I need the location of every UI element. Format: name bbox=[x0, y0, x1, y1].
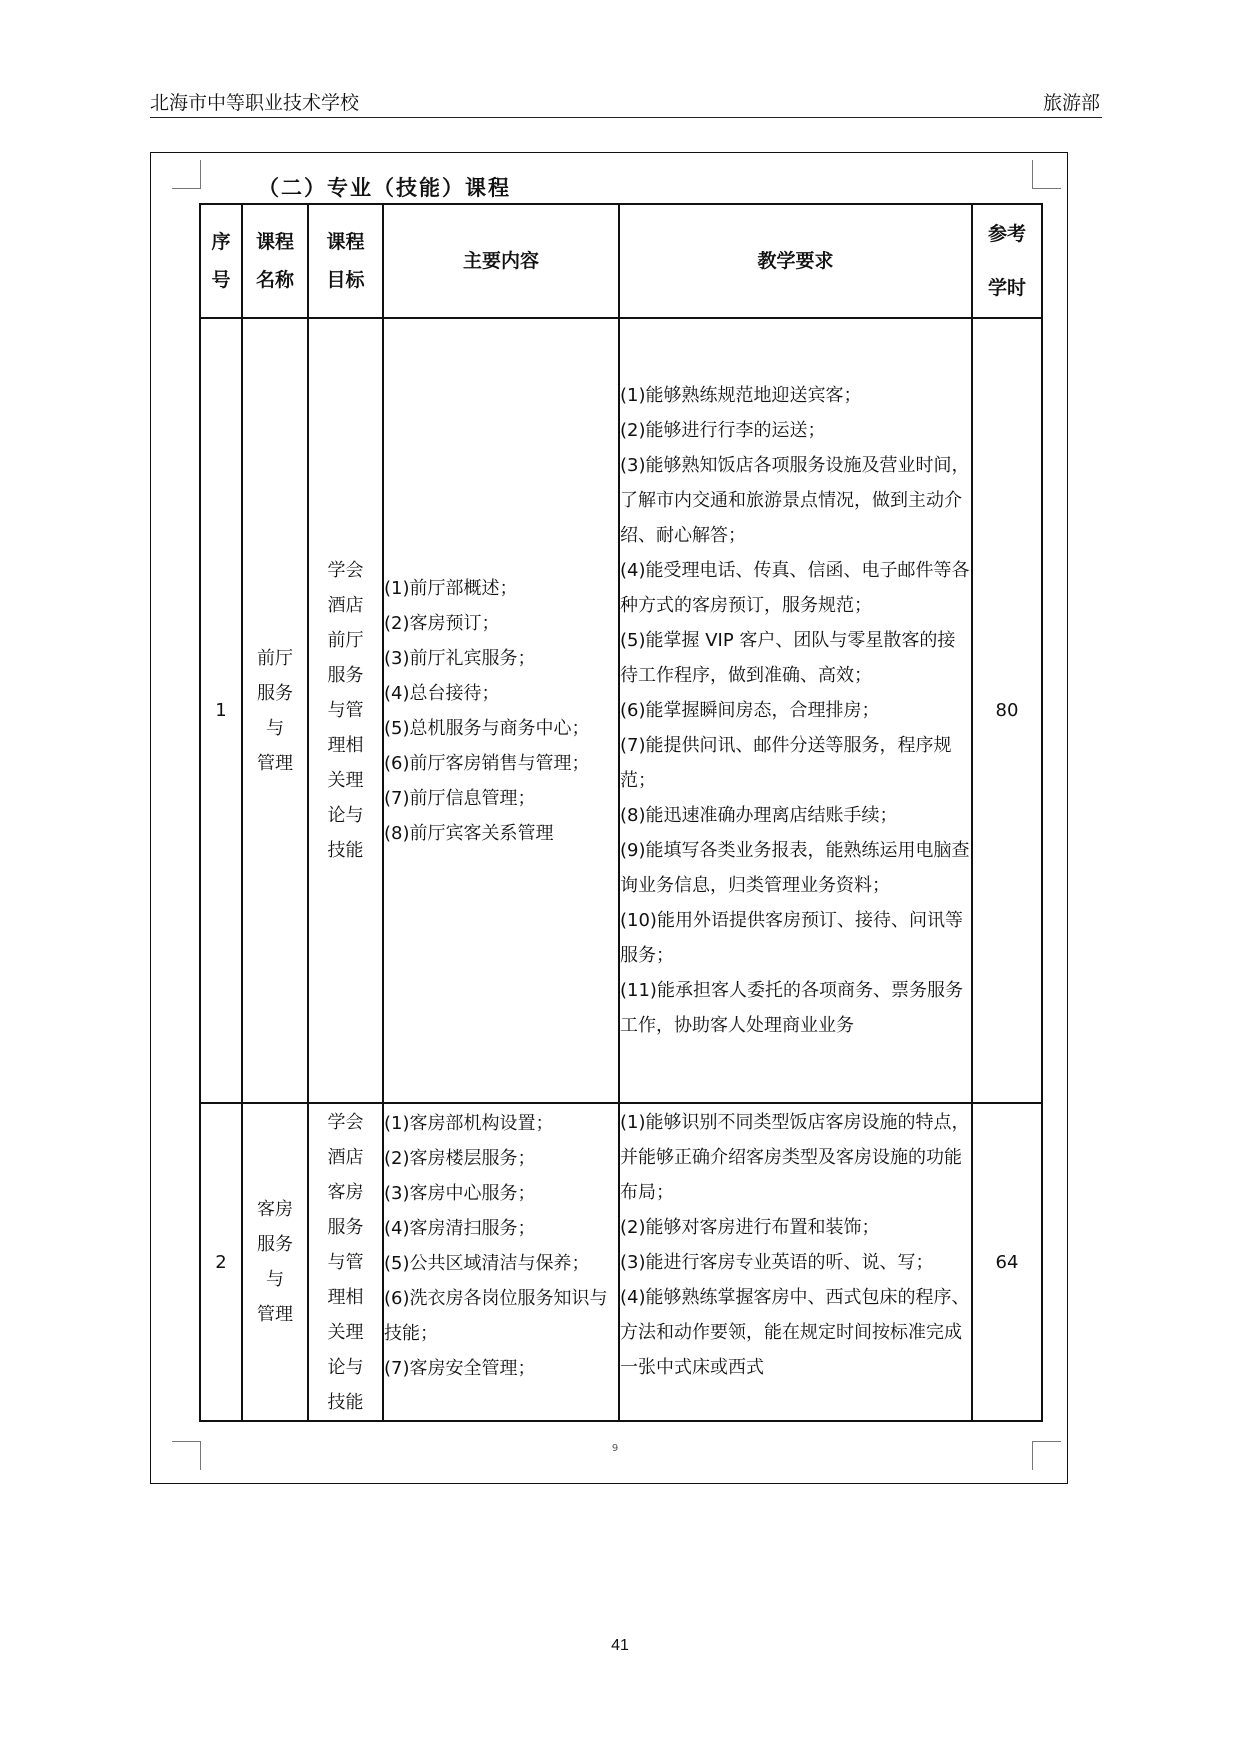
scanned-page-number: 9 bbox=[611, 1443, 619, 1454]
header-department: 旅游部 bbox=[1042, 92, 1100, 114]
header-rule bbox=[150, 117, 1102, 118]
corner-mark-top-right bbox=[1032, 160, 1061, 189]
course-goal: 学会 酒店 前厅 服务 与管 理相 关理 论与 技能 bbox=[308, 318, 383, 1103]
section-title: （二）专业（技能）课程 bbox=[258, 176, 511, 200]
course-name: 前厅 服务 与 管理 bbox=[242, 318, 308, 1103]
corner-mark-bottom-left bbox=[172, 1441, 201, 1470]
main-content: (1)客房部机构设置； (2)客房楼层服务； (3)客房中心服务； (4)客房清扫服务； (5)公共区域清洁与保养； (6)洗衣房各岗位服务知识与技能； (7)客房安全管理； bbox=[383, 1103, 619, 1421]
row-number: 2 bbox=[200, 1103, 242, 1421]
header-school-name: 北海市中等职业技术学校 bbox=[150, 92, 360, 114]
course-name: 客房 服务 与 管理 bbox=[242, 1103, 308, 1421]
header-course-goal: 课程 目标 bbox=[308, 204, 383, 318]
page-number: 41 bbox=[611, 1637, 629, 1654]
header-reference-hours: 参考 学时 bbox=[972, 204, 1042, 318]
curriculum-table bbox=[199, 203, 1043, 1422]
course-goal: 学会 酒店 客房 服务 与管 理相 关理 论与 技能 bbox=[308, 1103, 383, 1421]
teaching-requirements: (1)能够熟练规范地迎送宾客； (2)能够进行行李的运送； (3)能够熟知饭店各项服务设施及营业时间，了解市内交通和旅游景点情况，做到主动介绍、耐心解答； (4)能受理电话、传真、信函、电子邮件等各种方式的客房预订，服务规范； (5)能掌握 VIP 客户、团队与零星散客的接待工作程序，做到准确、高效； (6)能掌握瞬间房态，合理排房； (7)能提供问讯、邮件分送等服务，程序规范； (8)能迅速准确办理离店结账手续； (9)能填写各类业务报表，能熟练运用电脑查询业务信息，归类管理业务资料； (10)能用外语提供客房预订、接待、问讯等服务； (11)能承担客人委托的各项商务、票务服务工作，协助客人处理商业业务 bbox=[619, 318, 972, 1103]
header-main-content: 主要内容 bbox=[383, 204, 619, 318]
reference-hours: 64 bbox=[972, 1103, 1042, 1421]
header-teaching-requirements: 教学要求 bbox=[619, 204, 972, 318]
teaching-requirements: (1)能够识别不同类型饭店客房设施的特点，并能够正确介绍客房类型及客房设施的功能布局； (2)能够对客房进行布置和装饰； (3)能进行客房专业英语的听、说、写； (4)能够熟练掌握客房中、西式包床的程序、方法和动作要领，能在规定时间按标准完成一张中式床或西式 bbox=[619, 1103, 972, 1421]
main-content: (1)前厅部概述； (2)客房预订； (3)前厅礼宾服务； (4)总台接待； (5)总机服务与商务中心； (6)前厅客房销售与管理； (7)前厅信息管理； (8)前厅宾客关系管理 bbox=[383, 318, 619, 1103]
table-row bbox=[200, 1103, 1042, 1421]
header-course-name: 课程 名称 bbox=[242, 204, 308, 318]
corner-mark-bottom-right bbox=[1032, 1441, 1061, 1470]
table-header-row bbox=[200, 204, 1042, 318]
table-row bbox=[200, 318, 1042, 1103]
row-number: 1 bbox=[200, 318, 242, 1103]
reference-hours: 80 bbox=[972, 318, 1042, 1103]
corner-mark-top-left bbox=[172, 160, 201, 189]
header-no: 序 号 bbox=[200, 204, 242, 318]
